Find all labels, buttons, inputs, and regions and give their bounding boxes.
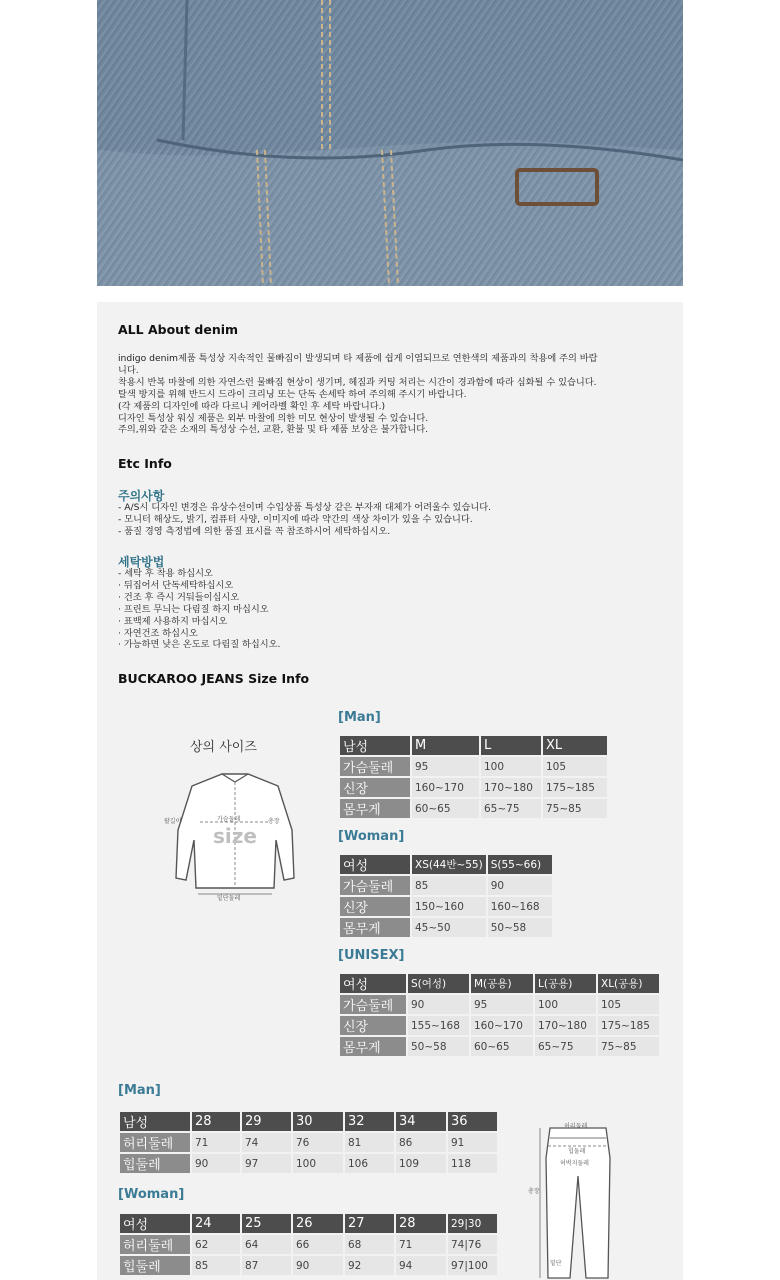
table-cell: 76 xyxy=(293,1133,343,1152)
top-unisex-label: [UNISEX] xyxy=(338,948,405,963)
about-line: 탈색 방지를 위해 반드시 드라이 크리닝 또는 단독 손세탁 하여 주의해 주시기 바랍니다. xyxy=(118,388,467,400)
denim-texture-illustration xyxy=(97,0,683,286)
about-line: 니다. xyxy=(118,364,139,376)
pants-man-table xyxy=(118,1110,499,1175)
table-cell: 30 xyxy=(293,1112,343,1131)
table-cell: 85 xyxy=(412,876,486,895)
pants-woman-label: [Woman] xyxy=(118,1187,185,1202)
table-cell: 50~58 xyxy=(408,1037,469,1056)
table-cell: 105 xyxy=(598,995,659,1014)
jacket-label-chest: 가슴둘레 xyxy=(217,816,241,823)
table-cell: 109 xyxy=(396,1154,446,1173)
wash-list xyxy=(118,568,280,651)
table-header-row xyxy=(120,1214,497,1233)
table-row xyxy=(340,995,659,1014)
table-row xyxy=(120,1235,497,1254)
top-man-table xyxy=(338,734,609,820)
about-line: 디자인 특성상 워싱 제품은 외부 마찰에 의한 미모 현상이 발생될 수 있습니다. xyxy=(118,412,429,424)
wash-line: · 뒤집어서 단독세탁하십시오 xyxy=(118,579,234,591)
jacket-label-hem: 밑단둘레 xyxy=(217,895,241,902)
table-cell: XL xyxy=(543,736,607,755)
top-unisex-table xyxy=(338,972,661,1058)
table-cell: 28 xyxy=(396,1214,446,1233)
table-row-header: 몸무게 xyxy=(340,918,410,937)
table-cell: 175~185 xyxy=(543,778,607,797)
table-cell: 66 xyxy=(293,1235,343,1254)
about-line: (각 제품의 디자인에 따라 다르니 케어라벨 확인 후 세탁 바랍니다.) xyxy=(118,400,386,412)
pants-label-thigh: 허벅지둘레 xyxy=(560,1160,589,1167)
table-cell: 91 xyxy=(448,1133,497,1152)
table-cell: 90 xyxy=(408,995,469,1014)
table-cell: 29 xyxy=(242,1112,291,1131)
caution-line: - A/S시 디자인 변경은 유상수선이며 수입상품 특성상 같은 부자재 대체가 어려울수 있습니다. xyxy=(118,502,492,513)
table-cell: 92 xyxy=(345,1256,394,1275)
table-cell: 87 xyxy=(242,1256,291,1275)
table-header-row xyxy=(340,736,607,755)
table-row xyxy=(340,799,607,818)
top-diagram-title: 상의 사이즈 xyxy=(190,740,257,755)
table-cell: 100 xyxy=(535,995,596,1014)
about-line: indigo denim제품 특성상 지속적인 물빠짐이 발생되며 타 제품에 쉽게 이염되므로 연한색의 제품과의 착용에 주의 바랍 xyxy=(118,353,598,364)
size-title: BUCKAROO JEANS Size Info xyxy=(118,671,310,686)
table-row-header: 몸무게 xyxy=(340,1037,406,1056)
table-cell: 71 xyxy=(396,1235,446,1254)
table-cell: 74|76 xyxy=(448,1235,497,1254)
pants-label-hem: 밑단 xyxy=(550,1260,562,1267)
table-header-row xyxy=(340,855,552,874)
table-cell: 160~170 xyxy=(471,1016,533,1035)
table-row-header: 가슴둘레 xyxy=(340,876,410,895)
about-title: ALL About denim xyxy=(118,322,239,337)
table-row-header: 힙둘레 xyxy=(120,1154,190,1173)
pants-label-length: 총장 xyxy=(528,1188,540,1195)
table-cell: 24 xyxy=(192,1214,240,1233)
pants-diagram xyxy=(530,1118,626,1280)
pants-woman-table xyxy=(118,1212,499,1277)
pants-label-waist: 허리둘레 xyxy=(564,1123,588,1130)
about-line: 주의,위와 같은 소재의 특성상 수선, 교환, 환불 및 타 제품 보상은 불가합니다. xyxy=(118,424,429,436)
wash-line: · 가능하면 낮은 온도로 다림질 하십시오. xyxy=(118,639,281,651)
table-cell: M(공용) xyxy=(471,974,533,993)
table-cell: 160~170 xyxy=(412,778,479,797)
top-woman-table xyxy=(338,853,554,939)
table-cell: 여성 xyxy=(120,1214,190,1233)
table-cell: 60~65 xyxy=(471,1037,533,1056)
table-cell: 68 xyxy=(345,1235,394,1254)
table-cell: 62 xyxy=(192,1235,240,1254)
jacket-center-label: size xyxy=(213,824,257,848)
pants-label-hip: 힙둘레 xyxy=(568,1148,586,1155)
table-row-header: 신장 xyxy=(340,778,410,797)
table-cell: 26 xyxy=(293,1214,343,1233)
table-row-header: 허리둘레 xyxy=(120,1235,190,1254)
table-row-header: 허리둘레 xyxy=(120,1133,190,1152)
table-cell: 85 xyxy=(192,1256,240,1275)
wash-line: · 건조 후 즉시 거둬들이십시오 xyxy=(118,591,240,603)
table-row-header: 몸무게 xyxy=(340,799,410,818)
table-cell: 90 xyxy=(192,1154,240,1173)
table-cell: S(여성) xyxy=(408,974,469,993)
table-cell: 90 xyxy=(293,1256,343,1275)
table-cell: 45~50 xyxy=(412,918,486,937)
about-line: 착용시 반복 마찰에 의한 자연스런 물빠짐 현상이 생기며, 헤짐과 커팅 처리는 시간이 경과함에 따라 심화될 수 있습니다. xyxy=(118,376,597,388)
table-row xyxy=(340,778,607,797)
table-cell: 25 xyxy=(242,1214,291,1233)
table-cell: 28 xyxy=(192,1112,240,1131)
table-row xyxy=(120,1154,497,1173)
wash-line: - 세탁 후 착용 하십시오 xyxy=(118,568,213,579)
table-cell: 34 xyxy=(396,1112,446,1131)
table-row-header: 힙둘레 xyxy=(120,1256,190,1275)
table-cell: 155~168 xyxy=(408,1016,469,1035)
jacket-label-length: 총장 xyxy=(268,818,280,825)
table-cell: 29|30 xyxy=(448,1214,497,1233)
table-cell: 65~75 xyxy=(481,799,541,818)
table-row-header: 가슴둘레 xyxy=(340,995,406,1014)
table-cell: 86 xyxy=(396,1133,446,1152)
caution-line: - 모니터 해상도, 밝기, 컴퓨터 사양, 이미지에 따라 약간의 색상 차이가 있을 수 있습니다. xyxy=(118,513,473,525)
table-cell: 75~85 xyxy=(543,799,607,818)
caution-list xyxy=(118,502,491,538)
table-cell: S(55~66) xyxy=(488,855,552,874)
table-cell: 170~180 xyxy=(535,1016,596,1035)
table-cell: L(공용) xyxy=(535,974,596,993)
table-cell: 160~168 xyxy=(488,897,552,916)
table-row xyxy=(340,1037,659,1056)
table-cell: L xyxy=(481,736,541,755)
table-cell: 175~185 xyxy=(598,1016,659,1035)
wash-title: 세탁방법 xyxy=(118,555,165,569)
top-man-label: [Man] xyxy=(338,710,381,725)
caution-title: 주의사항 xyxy=(118,489,165,503)
wash-line: · 자연건조 하십시오 xyxy=(118,627,198,639)
table-header-row xyxy=(120,1112,497,1131)
table-cell: 여성 xyxy=(340,855,410,874)
table-row xyxy=(340,897,552,916)
table-row xyxy=(340,757,607,776)
table-cell: 71 xyxy=(192,1133,240,1152)
jacket-diagram xyxy=(160,760,310,910)
table-cell: XL(공용) xyxy=(598,974,659,993)
table-row xyxy=(340,1016,659,1035)
table-cell: 95 xyxy=(412,757,479,776)
table-row xyxy=(120,1133,497,1152)
table-cell: 27 xyxy=(345,1214,394,1233)
table-cell: 97|100 xyxy=(448,1256,497,1275)
wash-line: · 표백제 사용하지 마십시오 xyxy=(118,615,228,627)
table-cell: 32 xyxy=(345,1112,394,1131)
table-cell: 남성 xyxy=(120,1112,190,1131)
table-cell: 94 xyxy=(396,1256,446,1275)
table-cell: 60~65 xyxy=(412,799,479,818)
table-cell: 75~85 xyxy=(598,1037,659,1056)
table-cell: 74 xyxy=(242,1133,291,1152)
table-row xyxy=(120,1256,497,1275)
table-cell: 81 xyxy=(345,1133,394,1152)
wash-line: · 프린트 무늬는 다림질 하지 마십시오 xyxy=(118,603,269,615)
table-cell: XS(44반~55) xyxy=(412,855,486,874)
pants-man-label: [Man] xyxy=(118,1083,161,1098)
about-text xyxy=(118,353,674,436)
jacket-label-sleeve: 팔길이 xyxy=(164,818,182,825)
table-row-header: 신장 xyxy=(340,897,410,916)
table-cell: 64 xyxy=(242,1235,291,1254)
table-cell: 118 xyxy=(448,1154,497,1173)
table-row xyxy=(340,876,552,895)
table-cell: 50~58 xyxy=(488,918,552,937)
table-cell: 여성 xyxy=(340,974,406,993)
table-header-row xyxy=(340,974,659,993)
table-cell: 105 xyxy=(543,757,607,776)
table-cell: 90 xyxy=(488,876,552,895)
table-cell: 65~75 xyxy=(535,1037,596,1056)
table-cell: 97 xyxy=(242,1154,291,1173)
table-cell: 100 xyxy=(293,1154,343,1173)
table-row-header: 가슴둘레 xyxy=(340,757,410,776)
top-woman-label: [Woman] xyxy=(338,829,405,844)
table-cell: 남성 xyxy=(340,736,410,755)
table-cell: 95 xyxy=(471,995,533,1014)
table-cell: 36 xyxy=(448,1112,497,1131)
table-cell: M xyxy=(412,736,479,755)
table-cell: 100 xyxy=(481,757,541,776)
caution-line: - 품질 경영 측정법에 의한 품질 표시를 꼭 참조하시어 세탁하십시오. xyxy=(118,525,391,537)
table-row xyxy=(340,918,552,937)
table-row-header: 신장 xyxy=(340,1016,406,1035)
denim-photo xyxy=(97,0,683,286)
table-cell: 150~160 xyxy=(412,897,486,916)
table-cell: 106 xyxy=(345,1154,394,1173)
table-cell: 170~180 xyxy=(481,778,541,797)
etc-title: Etc Info xyxy=(118,456,172,471)
